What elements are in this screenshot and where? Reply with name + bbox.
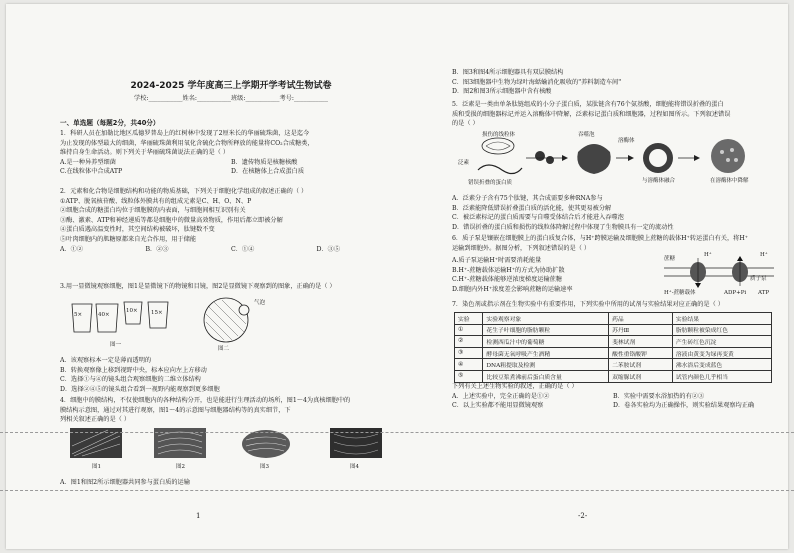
lens-label-3: 10× — [126, 308, 138, 314]
label-phagophore: 吞噬泡 — [578, 132, 595, 138]
lens-label-2: 40× — [98, 312, 110, 318]
student-info-line: 学校:___________姓名:___________班级:___________考号:___________ — [134, 95, 328, 102]
ubiquitin-autophagy-diagram — [458, 130, 774, 188]
question-3: 3.用一显微镜观察细胞，图1是显微镜下的物镜和目镜，图2是显微镜下观察到的图象，正确的是（ ） — [60, 283, 336, 290]
question-4-option-a: A．图1和图2所示细胞器共同参与蛋白质的运输 — [60, 479, 190, 486]
question-7-prompt: 下列有关上述生物实验的叙述，正确的是（ ） — [452, 383, 578, 390]
lens-and-view-diagram — [68, 296, 268, 352]
page-number-left: 1 — [196, 512, 201, 520]
label-ubiquitin: 泛素 — [458, 160, 470, 166]
figure-2-caption: 图二 — [218, 346, 230, 352]
page-number-right: -2- — [578, 512, 588, 520]
question-4-continued: B．图3和图4所示细胞器具有双层膜结构 C．图3细胞器中生物为绿叶海蛞蝓消化吸收的"养料制造车间" D．图2和图3所示细胞器中含有核酸 — [452, 69, 622, 96]
label-fusion: 与溶酶体融合 — [642, 178, 676, 184]
label-proton-pump: 质子泵 — [750, 276, 767, 282]
experiment-table — [454, 312, 772, 383]
question-3-options: A．该观察标本一定是薄而透明的 B．转换观察像上移到视野中央，标本应向左上方移动 C．选择①与④的镜头组合观察细胞的二维立体结构 D．选择②④⑤的镜头组合看到一视野内能观察到更多细胞 — [60, 357, 220, 393]
question-7-options: 下列有关上述生物实验的叙述，正确的是（ ） A．上述实验中，完全正确的是①② B．实验中需要水浴加热的有②③ C．以上实验都不能用显微镜观察 D．卷各实验均为正确操作，则实验结果观察均正确 — [452, 382, 774, 411]
question-2: 2．元素和化合物是细胞结构和功能的物质基础，下列关于细胞化学组成的叙述正确的（ ） ①ATP、脱氧核苷酸、线粒体外膜共有的组成元素是C、H、O、N、P ②细胞合成的糖蛋白均位于细胞膜的内表面，与细胞间相互识别有关 ③酶、激素、ATP和神经递质等都是细胞中的微量高效物质，作用后都立即被分解 ④蛋白质遇高温变性时，其空间结构被破坏，肽键数不变 ⑤叶肉细胞内的肌糖原都来自光合作用，用于储能 A．①② B．②③ C．①④ D．③⑤ — [60, 187, 402, 254]
lens-label-1: 5× — [74, 312, 83, 318]
fold-line-lower — [0, 490, 794, 491]
question-6-options: A.质子泵运输H⁺时需要消耗能量 B.H⁺-蔗糖载体运输H⁺的方式为协助扩散 C.H⁺-蔗糖载体能够逆浓度梯度运输蔗糖 D.细胞内外H⁺浓度差会影响蔗糖的运输速率 — [452, 257, 573, 293]
question-4: 4．细胞中的膜结构，不仅使细胞内的各种结构分开，也是能进行生理活动的场所，图1～4为真核细胞中的 膜结构示意图，通过对其进行观察，图1～4的示意图与细胞器结构等的真实细节，下 列相关叙述正确的是（ ） — [60, 397, 351, 424]
table-row: ④ DNA粗提取及检测 二苯胺试剂 沸水浴后变成蓝色 — [455, 359, 772, 371]
lens-label-4: 15× — [151, 310, 163, 316]
fig2-caption: 图2 — [176, 464, 185, 470]
exam-title: 2024-2025 学年度高三上学期开学考试生物试卷 — [130, 81, 332, 91]
fig4-caption: 图4 — [350, 464, 359, 470]
table-row: ② 检测西瓜汁中的葡萄糖 斐林试剂 产生砖红色沉淀 — [455, 336, 772, 348]
table-header-row: 实验 实验观察对象 药品 实验结果 — [455, 313, 772, 325]
question-5-options: A．泛素分子含有75个肽键，其合成需要多种RNA参与 B．泛素能降低错误折叠蛋白质的活化能，使其更易被分解 C．被泛素标记的蛋白质需要与自噬受体结合后才能进入吞噬泡 D．错误折叠的蛋白质和损伤的线粒体降解过程中体现了生物膜具有一定的流动性 — [452, 195, 674, 231]
table-row: ③ 酵母菌无氧呼吸产生酒精 酸性重铬酸钾 溶液由黄变为绿再变黄 — [455, 347, 772, 359]
question-3-figure — [68, 296, 268, 352]
question-5: 5．泛素是一类由单条肽链组成的小分子蛋白质，某肽链含有76个氨基酸，细胞能将错误折叠的蛋白 质和受损的细胞器标记并运入溶酶体中降解，泛素标记蛋白质和细胞器，过程如图所示。下列叙述错误 的是（ ） — [452, 101, 731, 128]
fig1-caption: 图1 — [92, 464, 101, 470]
proton-pump-diagram — [664, 252, 774, 298]
figure-1-caption: 图一 — [110, 342, 122, 348]
label-sucrose: 蔗糖 — [664, 256, 676, 262]
question-7: 7．染色剂或指示剂在生物实验中有重要作用，下列实验中所用的试剂与实验结果对应正确的是（ ） — [452, 301, 724, 308]
page-one — [60, 4, 402, 549]
fold-line-upper — [0, 432, 794, 433]
fig3-caption: 图3 — [260, 464, 269, 470]
label-atp: ATP — [758, 290, 770, 296]
table-row: ① 花生子叶细胞的脂肪颗粒 苏丹Ⅲ 脂肪颗粒被染成红色 — [455, 324, 772, 336]
question-1: 1．科研人员在加勒比地区瓜德罗普岛上的红树林中发现了2厘米长的华丽硫珠菌，这是迄今 为止发现的体型最大的细菌，华丽硫珠菌利用氧化含硫化合物所释放的能量将CO₂合成糖类， 维持自身生命活动。则下列关于华丽硫珠菌说法正确的是（ ） A.是一种异养型细菌 B．遗传物质是核糖核酸 C.在线粒体中合成ATP D．在核糖体上合成蛋白质 — [60, 129, 402, 177]
page-two — [452, 4, 774, 549]
question-6: 6．质子泵是镶嵌在细胞膜上的蛋白质复合体，与H⁺跨膜运输及细胞膜上蔗糖的载体H⁺转运蛋白有关，将H⁺ 运输到细胞外。据图分析，下列叙述错误的是（ ） — [452, 235, 748, 252]
section-heading: 一、单选题（每题2分，共40分） — [60, 119, 160, 127]
label-damaged-mito: 损伤的线粒体 — [482, 132, 516, 138]
bubble-label: 气泡 — [254, 300, 266, 306]
table-row: ⑤ 比较豆浆煮沸前后蛋白质含量 双缩脲试剂 试管内颜色几乎相当 — [455, 370, 772, 382]
label-h-out-1: H⁺ — [704, 252, 712, 258]
label-h-out-2: H⁺ — [760, 252, 768, 258]
label-h-sucrose-carrier: H⁺-蔗糖载体 — [664, 290, 696, 296]
question-2-options: A．①② B．②③ C．①④ D．③⑤ — [60, 245, 341, 253]
label-adp-pi: ADP+Pi — [724, 290, 747, 296]
label-lysosome: 溶酶体 — [618, 138, 635, 144]
label-degradation: 在溶酶体中降解 — [710, 178, 749, 184]
exam-sheet — [6, 4, 788, 549]
question-1-options-row1: A.是一种异养型细菌 B．遗传物质是核糖核酸 — [60, 158, 298, 166]
question-1-options-row2: C.在线粒体中合成ATP D．在核糖体上合成蛋白质 — [60, 168, 305, 176]
label-misfolded-protein: 错误折叠的蛋白质 — [468, 180, 513, 186]
